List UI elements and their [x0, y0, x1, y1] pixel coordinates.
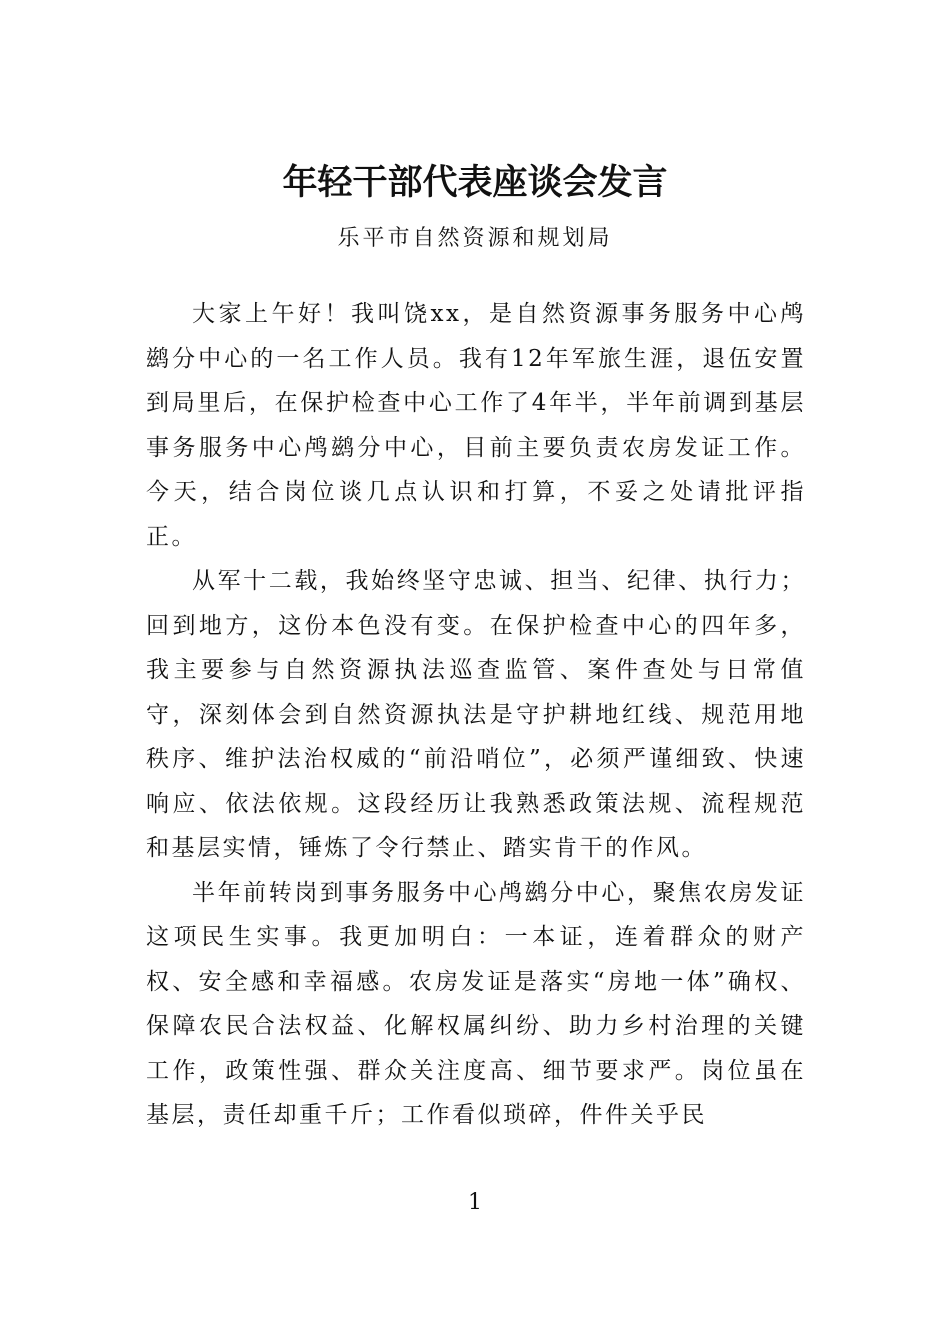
document-title: 年轻干部代表座谈会发言 — [282, 162, 668, 203]
paragraph-current-post: 半年前转岗到事务服务中心鸬鹚分中心，聚焦农房发证这项民生实事。我更加明白：一本证，连着群众的财产权、安全感和幸福感。农房发证是落实“房地一体”确权、保障农民合法权益、化解权属纠纷、助力乡村治理的关键工作，政策性强、群众关注度高、细节要求严。岗位虽在基层，责任却重千斤；工作看似琐碎，件件关乎民 — [146, 879, 806, 1128]
document-subtitle: 乐平市自然资源和规划局 — [337, 226, 613, 251]
page-number: 1 — [468, 1190, 482, 1215]
paragraph-intro: 大家上午好！我叫饶xx，是自然资源事务服务中心鸬鹚分中心的一名工作人员。我有12年军旅生涯，退伍安置到局里后，在保护检查中心工作了4年半，半年前调到基层事务服务中心鸬鹚分中心，目前主要负责农房发证工作。今天，结合岗位谈几点认识和打算，不妥之处请批评指正。 — [146, 301, 806, 550]
paragraph-military-service: 从军十二载，我始终坚守忠诚、担当、纪律、执行力；回到地方，这份本色没有变。在保护检查中心的四年多，我主要参与自然资源执法巡查监管、案件查处与日常值守，深刻体会到自然资源执法是守护耕地红线、规范用地秩序、维护法治权威的“前沿哨位”，必须严谨细致、快速响应、依法依规。这段经历让我熟悉政策法规、流程规范和基层实情，锤炼了令行禁止、踏实肯干的作风。 — [146, 568, 806, 861]
document-body — [146, 292, 806, 1138]
